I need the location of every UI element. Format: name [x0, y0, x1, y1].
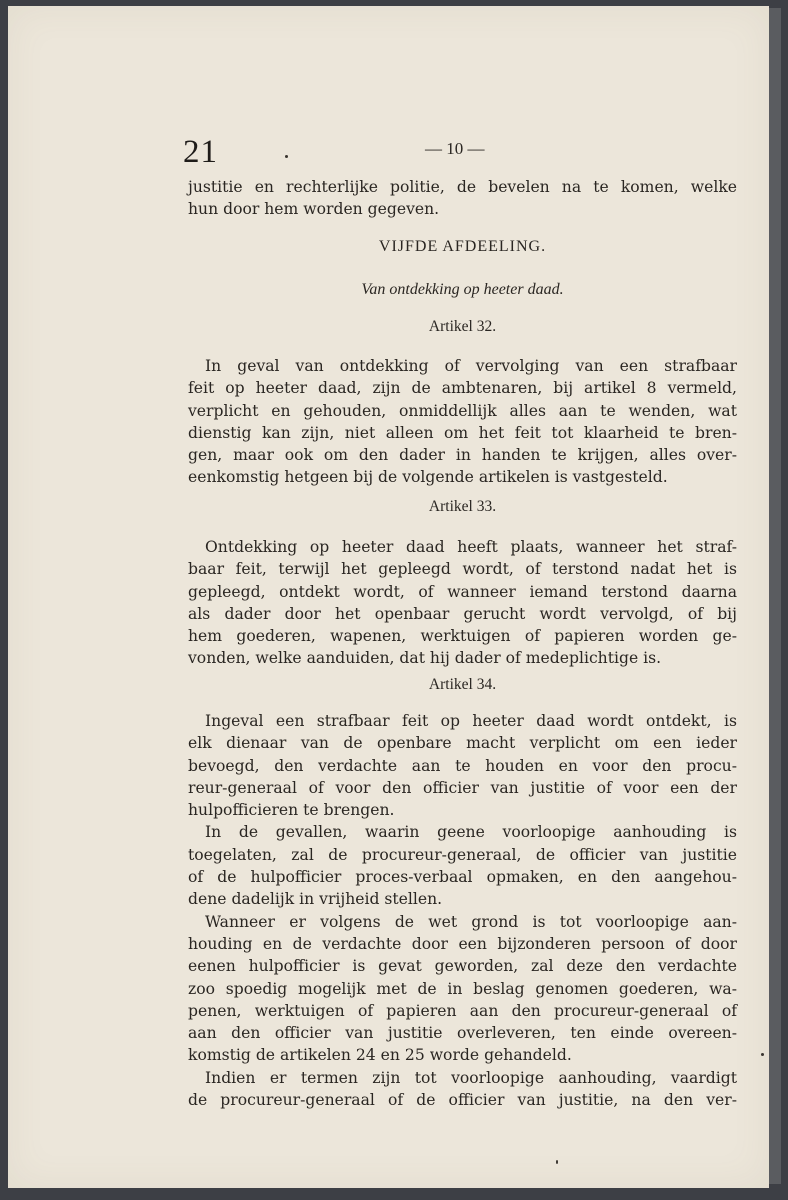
text-line: komstig de artikelen 24 en 25 worde gehandeld. — [188, 1046, 572, 1065]
text-line: reur-generaal of voor den officier van justitie of voor een der — [188, 778, 737, 797]
intro-paragraph — [188, 176, 737, 221]
text-line: Wanneer er volgens de wet grond is tot voorloopige aan- — [205, 912, 737, 931]
text-line: penen, werktuigen of papieren aan den procureur-generaal of — [188, 1001, 737, 1020]
text-line: eenen hulpofficier is gevat geworden, zal deze den verdachte — [188, 957, 737, 976]
signature-mark: 21 — [183, 134, 218, 170]
text-line: dienstig kan zijn, niet alleen om het feit tot klaarheid te bren- — [188, 423, 737, 442]
text-line: Indien er termen zijn tot voorloopige aanhouding, vaardigt — [205, 1068, 737, 1087]
article-34-title: Artikel 34. — [428, 676, 497, 693]
article-32-text — [188, 355, 737, 489]
text-line: als dader door het openbaar gerucht wordt vervolgd, of bij — [188, 604, 737, 623]
text-line: hem goederen, wapenen, werktuigen of papieren worden ge- — [188, 627, 737, 646]
text-line: verplicht en gehouden, onmiddellijk alles aan te wenden, wat — [188, 401, 737, 420]
text-line: of de hulpofficier proces-verbaal opmaken, en den aangehou- — [188, 868, 737, 887]
text-line: feit op heeter daad, zijn de ambtenaren, bij artikel 8 vermeld, — [188, 379, 737, 398]
ink-speck — [556, 1160, 558, 1164]
text-line: Ingeval een strafbaar feit op heeter daad wordt ontdekt, is — [205, 712, 737, 730]
article-34-text — [188, 710, 737, 1111]
section-title: VIJFDE AFDEELING. — [378, 238, 547, 255]
text-line: bevoegd, den verdachte aan te houden en voor den procu- — [188, 756, 737, 775]
text-line: toegelaten, zal de procureur-generaal, de officier van justitie — [188, 845, 737, 864]
section-subtitle: Van ontdekking op heeter daad. — [361, 281, 564, 298]
article-32-title: Artikel 32. — [428, 318, 497, 335]
text-line: eenkomstig hetgeen bij de volgende artikelen is vastgesteld. — [188, 468, 668, 487]
text-line: In de gevallen, waarin geene voorloopige aanhouding is — [205, 823, 737, 842]
text-line: elk dienaar van de openbare macht verplicht om een ieder — [188, 734, 737, 753]
text-line: hun door hem worden gegeven. — [188, 200, 440, 219]
text-line: Ontdekking op heeter daad heeft plaats, wanneer het straf- — [205, 538, 737, 556]
text-line: zoo spoedig mogelijk met de in beslag genomen goederen, wa- — [188, 979, 737, 998]
ink-speck — [761, 1053, 764, 1056]
text-line: hulpofficieren te brengen. — [188, 801, 395, 820]
page-number: — 10 — — [425, 139, 485, 158]
text-line: dene dadelijk in vrijheid stellen. — [188, 890, 443, 909]
text-line: houding en de verdachte door een bijzonderen persoon of door — [188, 934, 737, 953]
article-33-text — [188, 536, 737, 670]
text-line: aan den officier van justitie overleveren, ten einde overeen- — [188, 1024, 737, 1043]
article-33-title: Artikel 33. — [428, 498, 497, 515]
text-line: de procureur-generaal of de officier van justitie, na den ver- — [188, 1091, 737, 1110]
text-line: gen, maar ook om den dader in handen te krijgen, alles over- — [188, 446, 737, 465]
text-line: justitie en rechterlijke politie, de bevelen na te komen, welke — [188, 178, 737, 196]
text-line: gepleegd, ontdekt wordt, of wanneer iemand terstond daarna — [188, 582, 737, 601]
ink-speck — [285, 155, 288, 158]
text-line: baar feit, terwijl het gepleegd wordt, of terstond nadat het is — [188, 560, 737, 579]
text-line: vonden, welke aanduiden, dat hij dader of medeplichtige is. — [188, 649, 662, 668]
page-edge — [769, 8, 781, 1184]
text-line: In geval van ontdekking of vervolging van een strafbaar — [205, 357, 737, 375]
